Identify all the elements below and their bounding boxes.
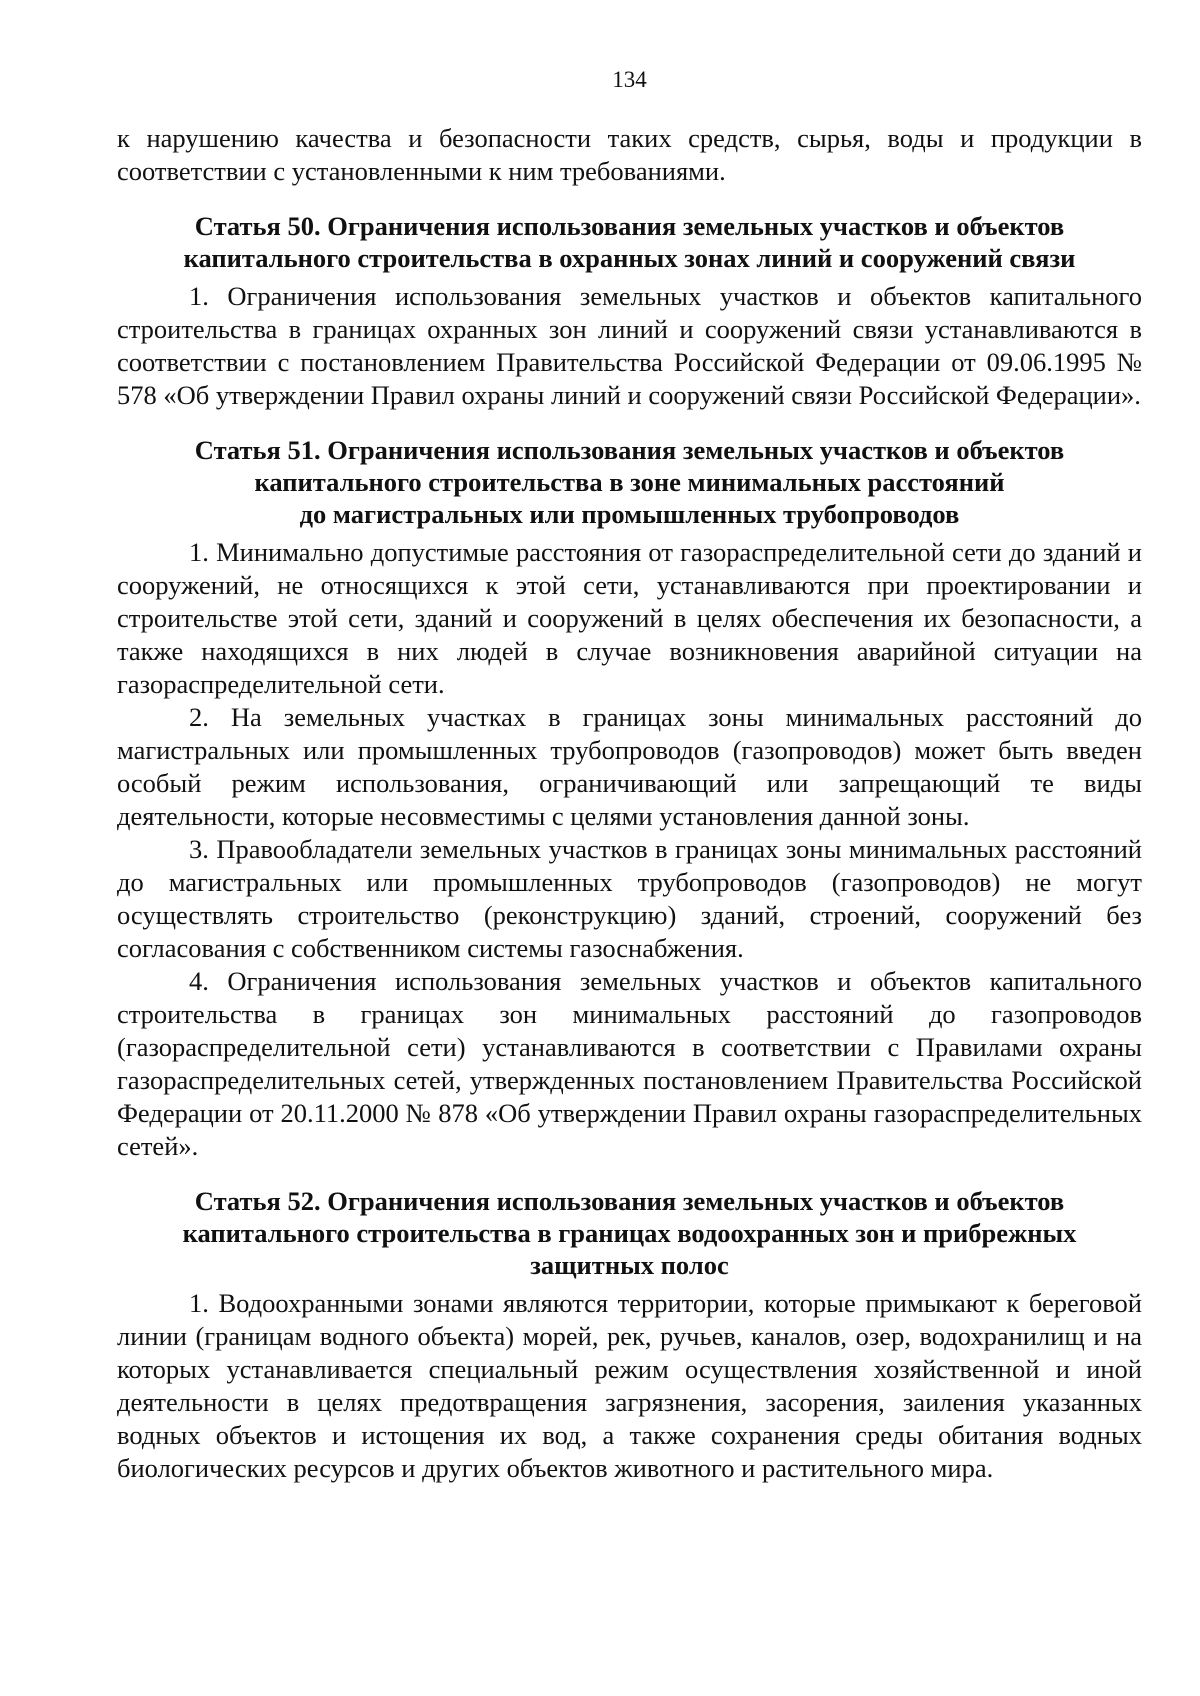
article-paragraph: 2. На земельных участках в границах зоны минимальных расстояний до магистральных или промышленных трубопроводов (газопроводов) может быть введен особый режим использования, ограничивающий или запрещающий те виды деятельности, которые несовместимы с целями установления данной зоны. [117, 702, 1142, 831]
article-paragraph: 1. Ограничения использования земельных участков и объектов капитального строительства в границах охранных зон линий и сооружений связи устанавливаются в соответствии с постановлением Правительства Российской Федерации от 09.06.1995 № 578 «Об утверждении Правил охраны линий и сооружений связи Российской Федерации». [117, 281, 1142, 410]
article-title [117, 210, 1142, 274]
article-paragraph: 1. Минимально допустимые расстояния от газораспределительной сети до зданий и сооружений, не относящихся к этой сети, устанавливаются при проектировании и строительстве этой сети, зданий и сооружений в целях обеспечения их безопасности, а также находящихся в них людей в случае возникновения аварийной ситуации на газораспределительной сети. [117, 537, 1142, 699]
article-51 [117, 434, 1142, 1163]
article-title-line: до магистральных или промышленных трубопроводов [299, 499, 960, 529]
page-number: 134 [612, 67, 647, 92]
article-title-line: защитных полос [530, 1250, 729, 1280]
article-title [117, 1185, 1142, 1281]
intro-paragraph: к нарушению качества и безопасности таких средств, сырья, воды и продукции в соответствии с установленными к ним требованиями. [117, 123, 1142, 186]
article-title-line: капитального строительства в границах водоохранных зон и прибрежных [182, 1218, 1077, 1248]
article-paragraph: 3. Правообладатели земельных участков в границах зоны минимальных расстояний до магистральных или промышленных трубопроводов (газопроводов) не могут осуществлять строительство (реконструкцию) зданий, строений, сооружений без согласования с собственником системы газоснабжения. [117, 834, 1142, 963]
article-title [117, 434, 1142, 530]
article-title-line: Статья 50. Ограничения использования земельных участков и объектов [194, 211, 1065, 241]
article-title-line: Статья 51. Ограничения использования земельных участков и объектов [194, 435, 1065, 465]
article-title-line: капитального строительства в охранных зонах линий и сооружений связи [183, 243, 1076, 273]
article-52 [117, 1185, 1142, 1485]
article-50 [117, 210, 1142, 412]
article-title-line: Статья 52. Ограничения использования земельных участков и объектов [194, 1186, 1065, 1216]
article-paragraph: 1. Водоохранными зонами являются территории, которые примыкают к береговой линии (границам водного объекта) морей, рек, ручьев, каналов, озер, водохранилищ и на которых устанавливается специальный режим осуществления хозяйственной и иной деятельности в целях предотвращения загрязнения, засорения, заиления указанных водных объектов и истощения их вод, а также сохранения среды обитания водных биологических ресурсов и других объектов животного и растительного мира. [117, 1288, 1142, 1483]
article-paragraph: 4. Ограничения использования земельных участков и объектов капитального строительства в границах зон минимальных расстояний до газопроводов (газораспределительной сети) устанавливаются в соответствии с Правилами охраны газораспределительных сетей, утвержденных постановлением Правительства Российской Федерации от 20.11.2000 № 878 «Об утверждении Правил охраны газораспределительных сетей». [117, 966, 1142, 1161]
article-title-line: капитального строительства в зоне минимальных расстояний [254, 467, 1005, 497]
